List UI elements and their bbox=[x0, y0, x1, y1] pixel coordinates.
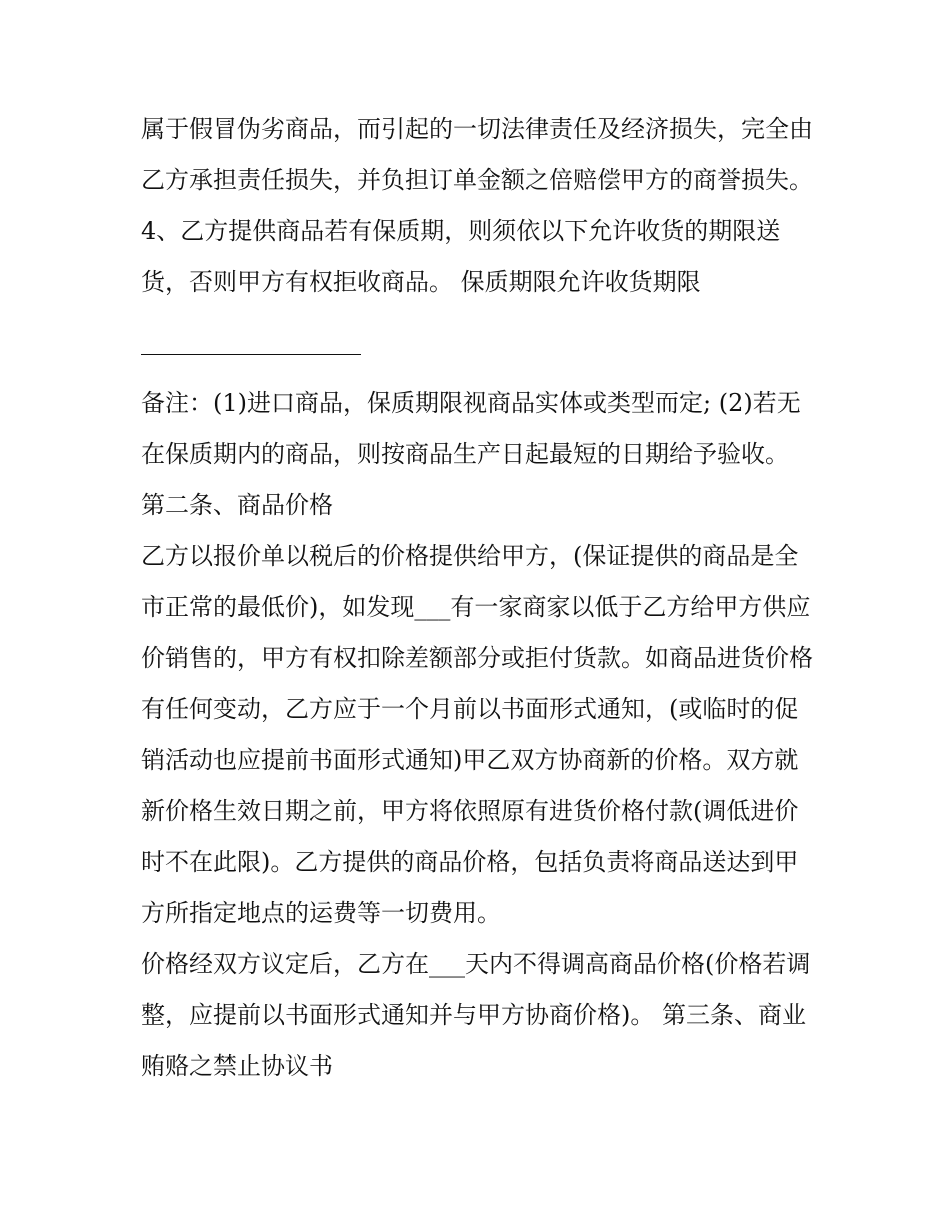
document-body bbox=[141, 104, 821, 1092]
paragraph-price-agreement: 价格经双方议定后，乙方在___天内不得调高商品价格(价格若调整，应提前以书面形式通知并与甲方协商价格)。 第三条、商业贿赂之禁止协议书 bbox=[141, 950, 811, 1080]
blank-fill-line bbox=[141, 354, 361, 355]
paragraph-liability: 属于假冒伪劣商品，而引起的一切法律责任及经济损失，完全由乙方承担责任损失，并负担订单金额之倍赔偿甲方的商誉损失。 bbox=[141, 115, 813, 194]
paragraph-shelf-life: 4、乙方提供商品若有保质期，则须依以下允许收货的期限送货，否则甲方有权拒收商品。 保质期限允许收货期限 bbox=[141, 217, 781, 296]
paragraph-remark: 备注：(1)进口商品，保质期限视商品实体或类型而定; (2)若无在保质期内的商品，则按商品生产日起最短的日期给予验收。 bbox=[141, 389, 801, 468]
section-heading-price: 第二条、商品价格 bbox=[141, 491, 333, 519]
paragraph-pricing: 乙方以报价单以税后的价格提供给甲方，(保证提供的商品是全市正常的最低价)，如发现___有一家商家以低于乙方给甲方供应价销售的，甲方有权扣除差额部分或拒付货款。如商品进货价格有任何变动，乙方应于一个月前以书面形式通知，(或临时的促销活动也应提前书面形式通知)甲乙双方协商新的价格。双方就新价格生效日期之前，甲方将依照原有进货价格付款(调低进价时不在此限)。乙方提供的商品价格，包括负责将商品送达到甲方所指定地点的运费等一切费用。 bbox=[141, 542, 813, 927]
